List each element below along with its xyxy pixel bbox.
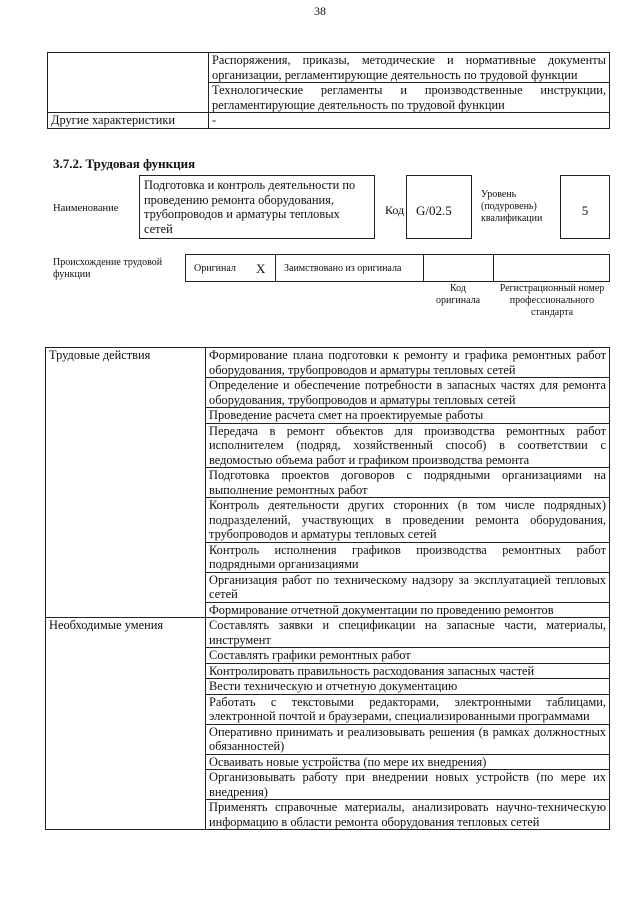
list-item: Проведение расчета смет на проектируемые работы xyxy=(206,408,610,424)
reg-number-cell xyxy=(493,254,610,282)
original-mark: X xyxy=(256,261,266,276)
list-item: Формирование отчетной документации по проведению ремонтов xyxy=(206,602,610,618)
section-label: Необходимые умения xyxy=(46,618,206,830)
code-label: Код xyxy=(385,203,405,217)
table-row xyxy=(46,348,610,378)
row-label xyxy=(48,53,209,113)
name-label: Наименование xyxy=(53,203,119,214)
list-item: Контроль исполнения графиков производства ремонтных работ подрядными организациями xyxy=(206,542,610,572)
list-item: Составлять графики ремонтных работ xyxy=(206,648,610,664)
table-row xyxy=(48,113,610,129)
list-item: Организация работ по техническому надзору за эксплуатацией тепловых сетей xyxy=(206,572,610,602)
list-item: Формирование плана подготовки к ремонту и графика ремонтных работ оборудования, трубопроводов и арматуры тепловых сетей xyxy=(206,348,610,378)
original-cell xyxy=(185,254,276,282)
list-item: Контроль деятельности других сторонних (в том числе подрядных) подразделений, участвующих в проведении ремонта оборудования, трубопроводов и арматуры тепловых сетей xyxy=(206,498,610,543)
reg-caption: Регистрационный номер профессионального стандарта xyxy=(499,283,605,318)
table-row xyxy=(46,618,610,648)
code-value-box: G/02.5 xyxy=(406,175,472,239)
borrowed-label: Заимствовано из оригинала xyxy=(284,263,402,274)
list-item: Организовывать работу при внедрении новых устройств (по мере их внедрения) xyxy=(206,770,610,800)
list-item: Применять справочные материалы, анализировать научно-техническую информацию в области ремонта оборудования тепловых сетей xyxy=(206,800,610,830)
original-label: Оригинал xyxy=(194,263,236,274)
row-label: Другие характеристики xyxy=(48,113,209,129)
row-text: - xyxy=(209,113,610,129)
list-item: Передача в ремонт объектов для производства ремонтных работ исполнителем (подряд, хозяйственный способ) в соответствии с ведомостью объема работ и графиком производства ремонта xyxy=(206,423,610,468)
row-text: Технологические регламенты и производственные инструкции, регламентирующие деятельность по трудовой функции xyxy=(209,83,610,113)
function-name-box: Подготовка и контроль деятельности по проведению ремонта оборудования, трубопроводов и арматуры тепловых сетей xyxy=(139,175,375,239)
row-text: Распоряжения, приказы, методические и нормативные документы организации, регламентирующие деятельность по трудовой функции xyxy=(209,53,610,83)
list-item: Контролировать правильность расходования запасных частей xyxy=(206,663,610,679)
continuation-table xyxy=(47,52,610,129)
section-label: Трудовые действия xyxy=(46,348,206,618)
level-label: Уровень (подуровень) квалификации xyxy=(481,189,543,224)
list-item: Вести техническую и отчетную документацию xyxy=(206,679,610,695)
list-item: Оперативно принимать и реализовывать решения (в рамках должностных обязанностей) xyxy=(206,724,610,754)
origin-label: Происхождение трудовой функции xyxy=(53,257,163,280)
list-item: Работать с текстовыми редакторами, электронными таблицами, электронной почтой и браузерами, специализированными программами xyxy=(206,694,610,724)
list-item: Составлять заявки и спецификации на запасные части, материалы, инструмент xyxy=(206,618,610,648)
original-code-cell xyxy=(423,254,494,282)
page-number: 38 xyxy=(314,4,326,18)
table-row xyxy=(48,53,610,83)
main-table xyxy=(45,347,610,830)
list-item: Осваивать новые устройства (по мере их внедрения) xyxy=(206,754,610,770)
borrowed-cell xyxy=(275,254,424,282)
list-item: Подготовка проектов договоров с подрядными организациями на выполнение ремонтных работ xyxy=(206,468,610,498)
level-value-box: 5 xyxy=(560,175,610,239)
code-caption: Код оригинала xyxy=(435,283,481,306)
list-item: Определение и обеспечение потребности в запасных частях для ремонта оборудования, трубопроводов и арматуры тепловых сетей xyxy=(206,378,610,408)
section-heading: 3.7.2. Трудовая функция xyxy=(53,156,196,171)
